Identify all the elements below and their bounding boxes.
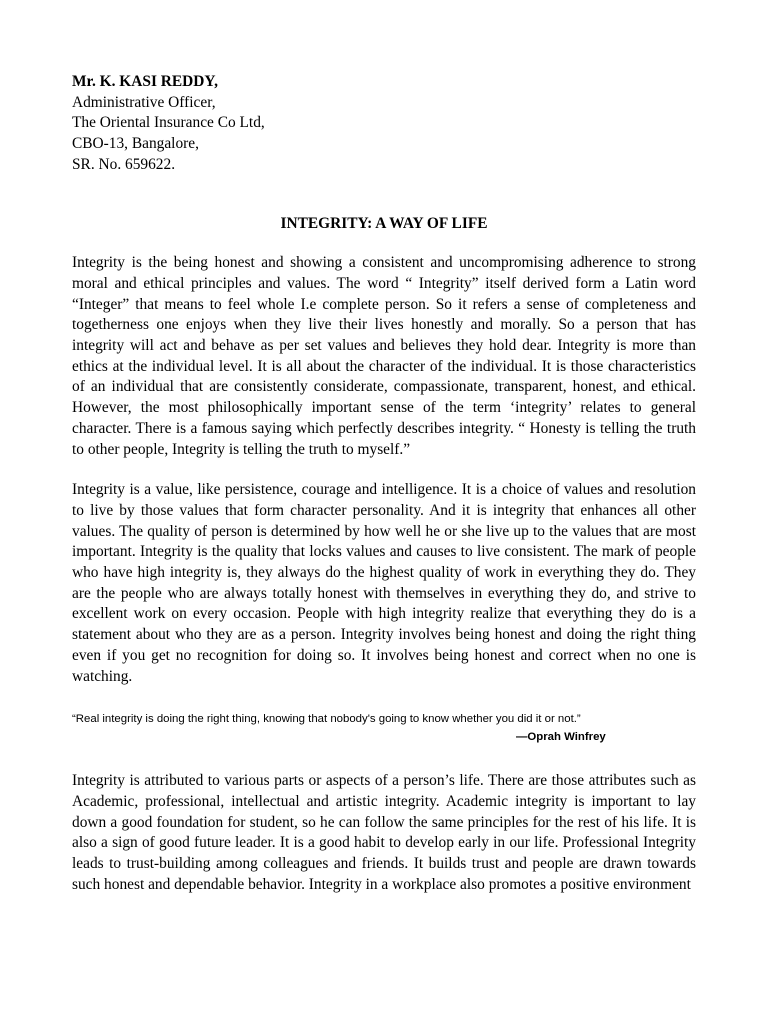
- sender-name: Mr. K. KASI REDDY,: [72, 73, 218, 90]
- body-paragraph-3: Integrity is attributed to various parts or aspects of a person’s life. There are those attributes such as Academic, professional, intellectual and artistic integrity. Academic integrity is important to lay down a good foundation for student, so he can follow the same principles for the rest of his life. It is also a sign of good future leader. It is a good habit to develop early in our life. Professional Integrity leads to trust-building among colleagues and friends. It builds trust and people are drawn towards such honest and dependable behavior. Integrity in a workplace also promotes a positive environment: [72, 772, 696, 893]
- sender-office: CBO-13, Bangalore,: [72, 135, 199, 153]
- pull-quote: “Real integrity is doing the right thing, knowing that nobody's going to know whether you did it or not.”: [72, 713, 581, 726]
- body-paragraph-1: Integrity is the being honest and showing a consistent and uncompromising adherence to strong moral and ethical principles and values. The word “ Integrity” itself derived form a Latin word “Integer” that means to feel whole I.e complete person. So it refers a sense of completeness and togetherness one enjoys when they live their lives honestly and morally. So a person that has integrity will act and behave as per set values and believes they hold dear. Integrity is more than ethics at the individual level. It is all about the character of the individual. It is those characteristics of an individual that are consistently considerate, compassionate, transparent, honest, and ethical. However, the most philosophically important sense of the term ‘integrity’ relates to general character. There is a famous saying which perfectly describes integrity. “ Honesty is telling the truth to other people, Integrity is telling the truth to myself.”: [72, 254, 696, 458]
- sender-serial-number: SR. No. 659622.: [72, 155, 176, 173]
- sender-designation: Administrative Officer,: [72, 93, 216, 111]
- sender-company: The Oriental Insurance Co Ltd,: [72, 114, 265, 132]
- quote-attribution: —Oprah Winfrey: [516, 731, 606, 744]
- body-paragraph-2: Integrity is a value, like persistence, courage and intelligence. It is a choice of values and resolution to live by those values that form character personality. And it is integrity that enhances all other values. The quality of person is determined by how well he or she live up to the values that are most important. Integrity is the quality that locks values and causes to live consistent. The mark of people who have high integrity is, they always do the highest quality of work in everything they do. They are the people who are always totally honest with themselves in everything they do, and strive to excellent work on every occasion. People with high integrity realize that everything they do is a statement about who they are as a person. Integrity involves being honest and doing the right thing even if you get no recognition for doing so. It involves being honest and correct when no one is watching.: [72, 481, 696, 685]
- essay-title: INTEGRITY: A WAY OF LIFE: [280, 214, 488, 232]
- sender-address-block: [72, 72, 696, 176]
